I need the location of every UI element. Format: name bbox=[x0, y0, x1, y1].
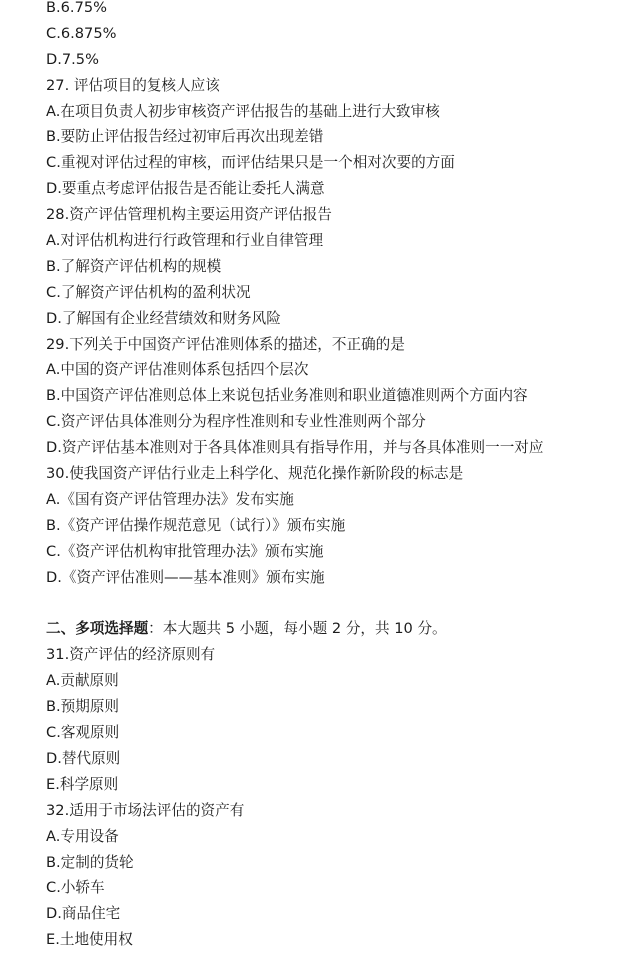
option-line: A.专用设备 bbox=[46, 827, 119, 845]
section-spacer bbox=[46, 590, 622, 616]
question-31 bbox=[46, 642, 622, 797]
exam-document bbox=[46, 0, 622, 953]
option-line: B.预期原则 bbox=[46, 698, 120, 716]
option-line: C.了解资产评估机构的盈利状况 bbox=[46, 283, 251, 301]
option-line: D.了解国有企业经营绩效和财务风险 bbox=[46, 309, 281, 327]
question-27 bbox=[46, 73, 622, 202]
option-line: B.要防止评估报告经过初审后再次出现差错 bbox=[46, 128, 324, 146]
option-line: A.贡献原则 bbox=[46, 672, 119, 690]
option-line: B.6.75% bbox=[46, 0, 108, 16]
option-line: B.《资产评估操作规范意见（试行）》颁布实施 bbox=[46, 516, 346, 534]
option-line: E.土地使用权 bbox=[46, 931, 133, 949]
option-line: A.《国有资产评估管理办法》发布实施 bbox=[46, 490, 294, 508]
section-description: ：本大题共 5 小题，每小题 2 分，共 10 分。 bbox=[148, 620, 447, 638]
question-stem: 30.使我国资产评估行业走上科学化、规范化操作新阶段的标志是 bbox=[46, 465, 464, 483]
section-heading bbox=[46, 616, 622, 642]
option-line: A.对评估机构进行行政管理和行业自律管理 bbox=[46, 232, 324, 250]
option-line: D.7.5% bbox=[46, 50, 99, 68]
section-title: 二、多项选择题 bbox=[46, 620, 149, 638]
option-line: C.资产评估具体准则分为程序性准则和专业性准则两个部分 bbox=[46, 413, 426, 431]
question-30 bbox=[46, 461, 622, 590]
option-line: C.重视对评估过程的审核，而评估结果只是一个相对次要的方面 bbox=[46, 154, 455, 172]
option-line: E.科学原则 bbox=[46, 775, 119, 793]
option-line: B.中国资产评估准则总体上来说包括业务准则和职业道德准则两个方面内容 bbox=[46, 387, 528, 405]
question-32 bbox=[46, 798, 622, 953]
option-line: A.中国的资产评估准则体系包括四个层次 bbox=[46, 361, 309, 379]
question-stem: 27. 评估项目的复核人应该 bbox=[46, 76, 220, 94]
option-line: C.小轿车 bbox=[46, 879, 105, 897]
question-stem: 31.资产评估的经济原则有 bbox=[46, 646, 216, 664]
question-29 bbox=[46, 332, 622, 461]
option-line: D.商品住宅 bbox=[46, 905, 121, 923]
option-line: B.了解资产评估机构的规模 bbox=[46, 257, 222, 275]
option-line: C.客观原则 bbox=[46, 724, 120, 742]
option-line: D.要重点考虑评估报告是否能让委托人满意 bbox=[46, 180, 325, 198]
option-line: C.6.875% bbox=[46, 24, 117, 42]
option-line: D.替代原则 bbox=[46, 749, 121, 767]
option-line: D.《资产评估准则——基本准则》颁布实施 bbox=[46, 568, 325, 586]
option-line: C.《资产评估机构审批管理办法》颁布实施 bbox=[46, 542, 324, 560]
question-stem: 28.资产评估管理机构主要运用资产评估报告 bbox=[46, 206, 332, 224]
question-stem: 32.适用于市场法评估的资产有 bbox=[46, 801, 245, 819]
option-line: B.定制的货轮 bbox=[46, 853, 134, 871]
question-26-options-tail bbox=[46, 0, 622, 73]
question-stem: 29.下列关于中国资产评估准则体系的描述，不正确的是 bbox=[46, 335, 405, 353]
option-line: D.资产评估基本准则对于各具体准则具有指导作用，并与各具体准则一一对应 bbox=[46, 439, 544, 457]
question-28 bbox=[46, 202, 622, 331]
option-line: A.在项目负责人初步审核资产评估报告的基础上进行大致审核 bbox=[46, 102, 440, 120]
